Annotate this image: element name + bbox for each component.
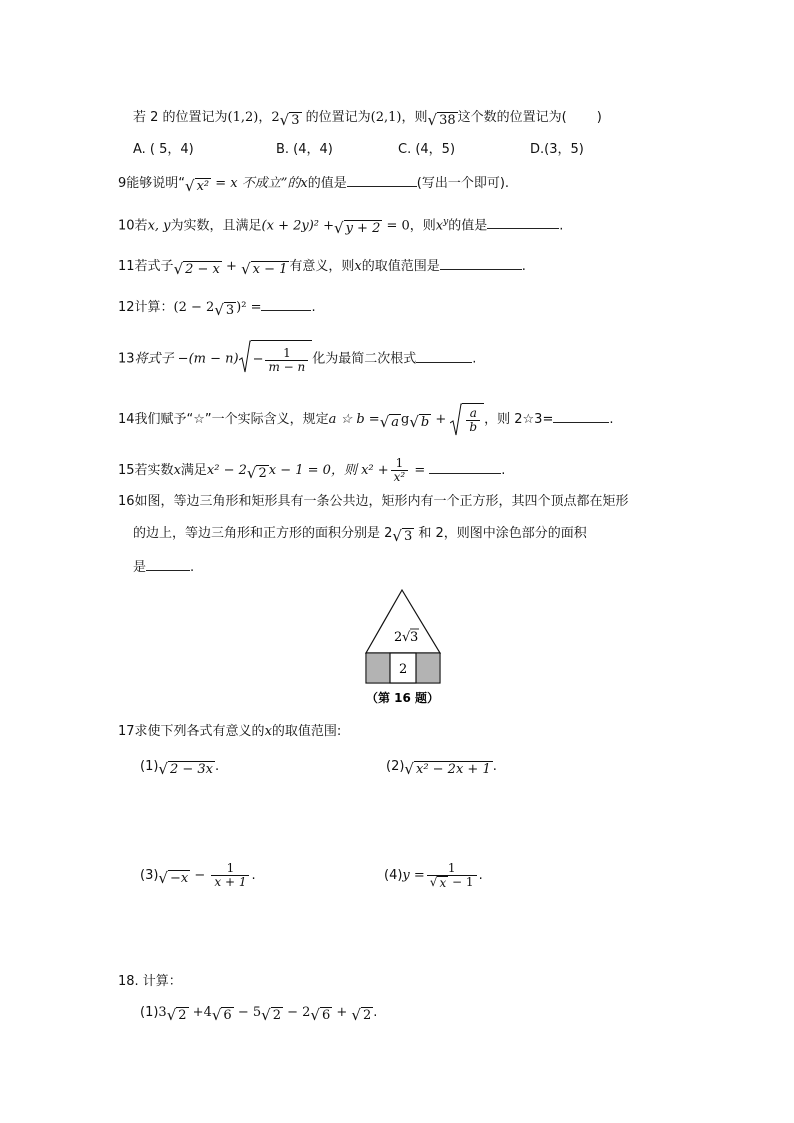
figure-caption: （第 16 题）	[366, 691, 440, 705]
question-16-line3: 是 .	[133, 556, 194, 578]
square-area-label: 2	[399, 662, 408, 677]
q8-option-c: C. (4，5)	[398, 142, 456, 157]
shaded-region-right	[416, 654, 439, 683]
question-8: 若 2 的位置记为(1,2)，2 √ 3 的位置记为(2,1)，则 √ 38 这个数的位置记为( )	[133, 110, 602, 129]
q17-part-3: (3) √ −x − $\frac{1}{x + 1}$ .	[140, 861, 256, 889]
answer-blank[interactable]	[487, 214, 559, 229]
answer-blank[interactable]	[146, 556, 190, 571]
q16-figure	[360, 586, 450, 712]
answer-blank[interactable]	[347, 172, 417, 187]
sqrt-fraction: − $\frac{1}{m - n}$	[239, 340, 313, 378]
q8-option-a: A. ( 5，4)	[133, 142, 194, 157]
question-16-line2: 的边上，等边三角形和正方形的面积分别是 2 √ 3 和 2，则图中涂色部分的面积	[133, 526, 587, 545]
question-10: 10若x, y为实数，且满足(x + 2y)² + √ y + 2 = 0，则$x^y$的值是 .	[118, 212, 563, 236]
question-13: 13将式子 −(m − n) − $\frac{1}{m - n}$ 化为最简二次根式 .	[118, 340, 476, 378]
answer-blank[interactable]	[553, 408, 609, 423]
sqrt-38: √ 38	[427, 111, 456, 129]
answer-blank[interactable]	[429, 459, 501, 474]
question-18: 18. 计算：	[118, 974, 182, 989]
sqrt-3: √ 3	[279, 111, 300, 129]
shaded-region-left	[367, 654, 390, 683]
triangle-area-rad: 3	[410, 630, 419, 645]
q18-part-1: (1)3 √ 2 +4 √ 6 − 5 √ 2 − 2 √ 6 + √ 2 .	[140, 1005, 378, 1024]
question-16-line1: 16如图，等边三角形和矩形具有一条公共边，矩形内有一个正方形，其四个顶点都在矩形	[118, 494, 629, 509]
q8-option-d: D.(3，5)	[530, 142, 584, 157]
triangle-area-coef: 2	[394, 630, 403, 645]
question-15: 15若实数x满足x² − 2 √ 2 x − 1 = 0，则 x² + $\frac{1}{\text{x²}}$ = .	[118, 456, 506, 484]
answer-blank[interactable]	[440, 255, 522, 270]
q8-option-b: B. (4，4)	[276, 142, 333, 157]
question-11: 11若式子 √ 2 − x + √ x − 1 有意义，则x的取值范围是 .	[118, 255, 526, 277]
svg-text:√: √	[402, 630, 411, 645]
answer-blank[interactable]	[261, 296, 311, 311]
answer-blank[interactable]	[416, 348, 472, 363]
question-9: 9能够说明“ √ x² = x 不成立”的x的值是 (写出一个即可).	[118, 172, 509, 194]
q17-part-2: (2) √ x² − 2x + 1 .	[386, 759, 497, 778]
question-14: 14我们赋予“☆”一个实际含义，规定a ☆ b = √ a g √ b + $\frac{a}{b}$ ，则 2☆3= .	[118, 402, 613, 438]
q17-part-4: (4)y = 1 √ x − 1 .	[384, 861, 483, 890]
question-17: 17求使下列各式有意义的x的取值范围:	[118, 724, 342, 739]
question-12: 12计算：(2 − 2 √ 3 )² = .	[118, 296, 316, 318]
q17-part-1: (1) √ 2 − 3x .	[140, 759, 220, 778]
